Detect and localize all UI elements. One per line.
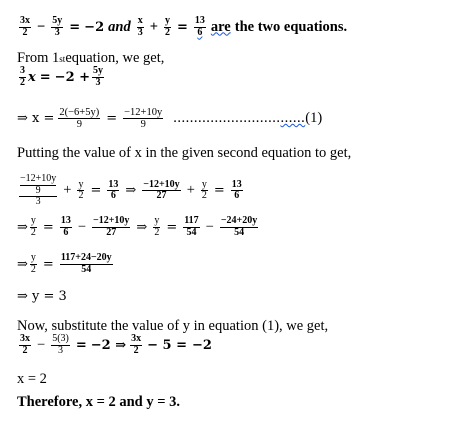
denominator: 2 [30,226,36,238]
step-3 [17,174,245,208]
nested-fraction [19,174,57,208]
outer-denominator: 3 [35,196,41,207]
ordinal-suffix: st [59,53,66,64]
are-word: are [210,18,231,35]
implies-x-equals: ⇒ x = [17,111,55,127]
conclusion-line [17,394,180,411]
denominator: 2 [22,344,28,356]
denominator: 9 [140,119,146,131]
denominator: 3 [58,344,64,356]
fraction-5y-over-3 [51,16,63,38]
fraction-expr-over-27 [92,216,130,238]
numerator: 5(3) [52,333,69,344]
numerator: 2(−6+5y) [59,107,100,118]
putting-text: Putting the value of x in the given second equation to get, [17,145,352,161]
numerator: 117 [184,215,199,226]
minus-five-equals: − 5 = [147,337,188,353]
numerator: 5y [93,65,104,76]
nested-numerator [19,174,57,197]
fraction-3x-over-2 [19,334,31,356]
x-result-line [17,371,47,388]
plus-sign: + [149,18,158,35]
fraction-x-over-3 [137,16,144,38]
implies-arrow: ⇒ [17,219,28,235]
fraction-13-over-6 [231,180,243,202]
numerator: 13 [60,215,71,226]
inner-numerator: −12+10y [20,173,57,184]
denominator: 2 [20,76,25,88]
fraction-y-over-2 [30,253,37,275]
fraction-5-3-over-3 [51,334,70,356]
fraction-expr-over-54 [60,253,113,275]
fraction-3-over-2 [19,66,26,88]
denominator: 3 [95,76,101,88]
fraction-y-over-2 [153,216,160,238]
numerator: −12+10y [93,215,130,226]
fraction-y-over-2 [77,180,84,202]
equals-sign: = [166,219,178,235]
denominator: 6 [197,26,203,38]
implies-arrow: ⇒ [136,219,148,235]
fraction-expr-over-9 [123,107,163,130]
minus-sign: − [37,336,46,353]
rhs-value: −2 [84,19,105,35]
fraction-expr-over-27 [142,180,180,202]
step-5 [17,253,115,275]
numerator: 3x [20,333,30,344]
step-7 [17,334,212,356]
numerator: 5y [52,15,63,26]
denominator: 2 [154,226,160,238]
denominator: 6 [234,190,240,202]
equals-sign: = [176,19,188,35]
minus-sign: − [205,218,214,235]
denominator: 27 [156,190,167,202]
numerator: y [164,15,170,26]
rhs-implies: −2 ⇒ [90,337,127,353]
denominator: 3 [137,26,143,38]
equals-sign: = [213,183,225,199]
minus-sign: − [77,218,86,235]
from-first-line [17,50,164,67]
equations-statement [17,16,347,38]
equation-label: (1) [305,110,323,127]
now-text: Now, substitute the value of y in equation (1), we get, [17,318,329,334]
y-result: ⇒ y = 3 [17,289,67,304]
implies-arrow: ⇒ [125,183,137,199]
denominator: 2 [22,26,28,38]
denominator: 2 [201,190,207,202]
equals-sign: = [39,69,51,85]
plus-sign: + [186,182,195,199]
numerator: 13 [231,178,242,190]
plus-sign: + [63,182,72,199]
implies-arrow: ⇒ [17,256,28,272]
fraction-5y-over-3 [92,66,104,88]
denominator: 2 [30,263,36,275]
numerator: −24+20y [220,215,258,226]
rhs-value: −2 + [54,69,91,85]
numerator: y [154,215,160,226]
denominator: 2 [133,344,139,356]
variable-x: x [28,69,36,85]
inner-denominator: 9 [35,184,41,196]
numerator: y [30,252,36,263]
fraction-13-over-6 [60,216,72,238]
denominator: 3 [54,26,60,38]
and-word: and [108,18,131,35]
denominator: 2 [164,26,170,38]
equals-sign: = [42,256,54,272]
fraction-y-over-2 [30,216,37,238]
equals-sign: = [90,183,102,199]
fraction-13-over-6 [194,16,206,38]
fraction-y-over-2 [164,16,171,38]
fraction-3x-over-2 [19,16,31,38]
numerator: 13 [108,178,119,190]
statement-tail: the two equations. [234,18,348,35]
step-2 [17,107,322,130]
fraction-y-over-2 [201,180,208,202]
numerator: 13 [194,15,205,26]
numerator: y [30,215,36,226]
x-result: x = 2 [17,371,47,387]
from-first-text: From 1 [17,50,60,66]
step-1 [17,66,106,88]
denominator: 9 [76,119,82,131]
numerator: −12+10y [124,107,163,118]
numerator: y [78,178,84,190]
numerator: 117+24−20y [60,252,112,263]
numerator: 3x [20,15,30,26]
numerator: 3x [131,333,142,344]
numerator: y [201,178,207,190]
rhs-value: −2 [192,337,212,353]
fraction-117-over-54 [183,216,199,238]
fraction-2-expr-over-9 [58,107,100,130]
denominator: 2 [78,190,84,202]
denominator: 27 [106,226,117,238]
equals-sign: = [69,19,81,35]
numerator: 3 [20,65,25,76]
numerator: −12+10y [143,178,180,190]
denominator: 54 [234,226,245,238]
denominator: 6 [110,190,116,202]
minus-sign: − [37,18,46,35]
putting-line [17,145,351,162]
from-first-tail: equation, we get, [65,50,165,66]
fraction-3x-over-2 [130,334,142,356]
denominator: 6 [63,226,69,238]
leader-dots-underlined: ...... [280,110,306,127]
fraction-13-over-6 [107,180,119,202]
numerator: x [137,15,143,26]
denominator: 54 [81,263,92,275]
equals-sign: = [42,219,54,235]
equals-sign: = [106,111,118,127]
step-4 [17,216,260,238]
leader-dots: .......................... [173,110,281,127]
fraction-expr-over-54 [220,216,258,238]
step-6 [17,289,67,304]
conclusion-text: Therefore, x = 2 and y = 3. [17,394,180,410]
equals-sign: = [75,337,87,353]
denominator: 54 [186,226,197,238]
